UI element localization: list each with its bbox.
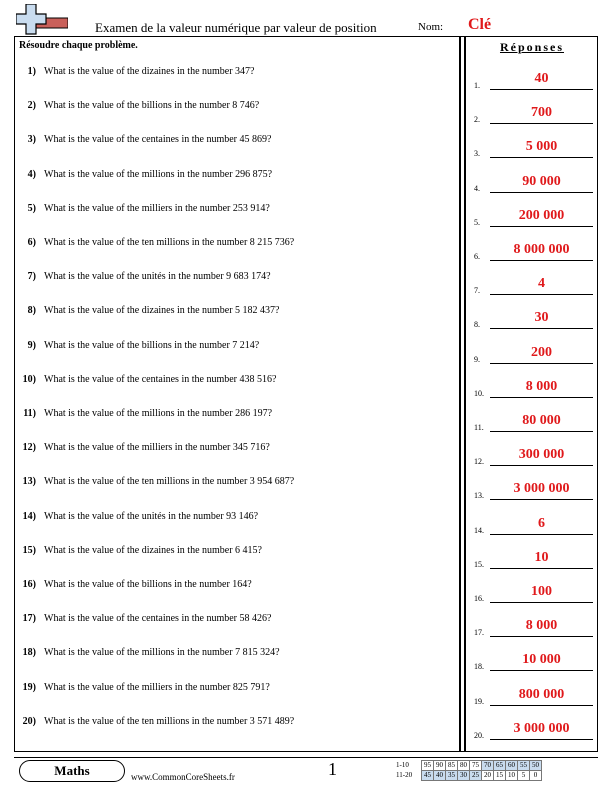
score-row	[396, 770, 541, 780]
question-text: What is the value of the millions in the number 7 815 324?	[44, 647, 280, 659]
answer-value: 3 000 000	[513, 481, 570, 497]
question-number: 3)	[27, 134, 36, 146]
answer-number: 19.	[474, 696, 484, 706]
question-number: 19)	[22, 681, 36, 693]
score-table	[396, 760, 541, 780]
question-item	[20, 511, 258, 525]
question-text: What is the value of the dizaines in the number 6 415?	[44, 544, 262, 556]
answer-number: 15.	[474, 559, 484, 569]
answer-line	[490, 534, 593, 535]
question-item	[20, 716, 294, 730]
question-number: 12)	[22, 442, 36, 454]
answer-line	[490, 363, 593, 364]
answer-line	[490, 226, 593, 227]
answer-line	[490, 294, 593, 295]
question-item	[20, 374, 276, 388]
answer-number: 6.	[474, 252, 480, 261]
answer-line	[490, 397, 593, 398]
question-item	[20, 100, 259, 114]
answer-number: 3.	[474, 149, 480, 159]
answer-line	[490, 499, 593, 500]
instructions: Résoudre chaque problème.	[19, 40, 138, 51]
question-text: What is the value of the milliers in the number 825 791?	[44, 681, 270, 693]
answer-number: 17.	[474, 628, 484, 638]
question-text: What is the value of the ten millions in the number 8 215 736?	[44, 237, 295, 248]
question-text: What is the value of the centaines in the number 58 426?	[44, 613, 272, 625]
question-text: What is the value of the ten millions in the number 3 571 489?	[44, 715, 295, 727]
answer-value: 10 000	[522, 652, 561, 668]
question-number: 6)	[27, 237, 36, 248]
question-item	[20, 442, 270, 456]
site-url: www.CommonCoreSheets.fr	[131, 772, 235, 782]
answer-value: 90 000	[522, 173, 561, 189]
answer-number: 13.	[474, 491, 484, 501]
answer-line	[490, 705, 593, 706]
answer-line	[490, 602, 593, 603]
question-text: What is the value of the milliers in the number 345 716?	[44, 442, 270, 454]
name-label: Nom:	[418, 21, 444, 33]
answer-value: 300 000	[518, 447, 565, 463]
question-text: What is the value of the billions in the number 164?	[44, 579, 252, 590]
answer-number: 20.	[474, 730, 484, 740]
answer-number: 9.	[474, 354, 480, 364]
score-cell: 60	[505, 760, 518, 771]
score-cell: 10	[505, 770, 518, 781]
answer-number: 8.	[474, 320, 480, 330]
question-item	[20, 305, 280, 319]
column-divider	[459, 36, 466, 752]
score-row	[396, 760, 541, 770]
answer-value: 10	[534, 549, 549, 565]
answer-line	[490, 192, 593, 193]
score-cell: 0	[529, 770, 542, 781]
answer-value: 700	[531, 105, 552, 121]
question-item	[20, 66, 255, 80]
score-row-label: 11-20	[396, 771, 413, 779]
answer-value: 4	[538, 276, 545, 292]
answer-value: 80 000	[522, 413, 561, 428]
question-text: What is the value of the ten millions in the number 3 954 687?	[44, 476, 295, 488]
footer-divider	[14, 757, 598, 758]
answer-number: 11.	[474, 423, 484, 432]
question-number: 15)	[22, 544, 36, 556]
score-cell: 90	[433, 760, 446, 771]
question-item	[20, 169, 272, 183]
question-item	[20, 613, 271, 627]
answer-number: 7.	[474, 286, 480, 296]
score-cell: 25	[469, 770, 482, 781]
name-value: Clé	[468, 16, 492, 33]
question-item	[20, 476, 294, 490]
question-number: 2)	[27, 100, 36, 112]
answer-value: 200	[531, 344, 552, 360]
score-cell: 5	[517, 770, 530, 781]
score-cell: 30	[457, 770, 470, 781]
answer-line	[490, 123, 593, 124]
question-number: 18)	[22, 647, 36, 659]
question-item	[20, 682, 270, 696]
answer-value: 8 000	[525, 618, 558, 634]
score-cell: 35	[445, 770, 458, 781]
answer-number: 10.	[474, 388, 484, 398]
question-number: 9)	[27, 339, 36, 351]
answer-value: 8 000	[525, 378, 558, 394]
page-title: Examen de la valeur numérique par valeur de position	[95, 20, 377, 35]
answer-value: 800 000	[518, 686, 565, 702]
answer-line	[490, 568, 593, 569]
score-cell: 65	[493, 760, 506, 771]
answer-line	[490, 157, 593, 158]
question-text: What is the value of the millions in the number 296 875?	[44, 168, 273, 180]
question-number: 8)	[27, 305, 36, 317]
question-number: 4)	[27, 168, 36, 180]
score-cell: 20	[481, 770, 494, 781]
question-number: 14)	[22, 510, 36, 522]
answer-value: 6	[538, 515, 545, 531]
question-number: 11)	[23, 408, 36, 419]
score-cell: 85	[445, 760, 458, 771]
answer-number: 14.	[474, 525, 484, 535]
question-item	[20, 271, 271, 285]
answer-value: 40	[534, 71, 549, 86]
answer-value: 8 000 000	[513, 242, 570, 257]
question-item	[20, 545, 262, 559]
score-cell: 95	[421, 760, 434, 771]
question-item	[20, 134, 271, 148]
question-item	[20, 237, 294, 251]
question-text: What is the value of the centaines in the number 45 869?	[44, 134, 272, 146]
answer-line	[490, 431, 593, 432]
question-number: 16)	[22, 579, 36, 590]
question-item	[20, 203, 270, 217]
score-cell: 75	[469, 760, 482, 771]
question-item	[20, 340, 259, 354]
score-cell: 50	[529, 760, 542, 771]
question-text: What is the value of the dizaines in the number 347?	[44, 66, 255, 77]
answer-value: 30	[534, 310, 549, 326]
question-item	[20, 408, 272, 422]
answer-value: 200 000	[518, 207, 565, 223]
question-number: 17)	[22, 613, 36, 625]
answer-line	[490, 670, 593, 671]
question-number: 5)	[27, 202, 36, 214]
answer-number: 2.	[474, 115, 480, 125]
answer-value: 5 000	[525, 139, 558, 155]
answers-title: Réponses	[499, 40, 564, 54]
question-text: What is the value of the billions in the number 7 214?	[44, 339, 260, 351]
subject-badge: Maths	[19, 760, 125, 782]
question-number: 13)	[22, 476, 36, 488]
answer-number: 5.	[474, 217, 480, 227]
question-text: What is the value of the centaines in the number 438 516?	[44, 373, 277, 385]
answer-line	[490, 636, 593, 637]
answer-line	[490, 89, 593, 90]
score-cell: 70	[481, 760, 494, 771]
question-text: What is the value of the dizaines in the number 5 182 437?	[44, 305, 280, 317]
question-text: What is the value of the milliers in the number 253 914?	[44, 202, 270, 214]
score-cell: 40	[433, 770, 446, 781]
answer-line	[490, 739, 593, 740]
question-text: What is the value of the unités in the number 9 683 174?	[44, 271, 271, 283]
answer-value: 100	[531, 584, 552, 599]
answer-number: 4.	[474, 183, 480, 193]
question-text: What is the value of the millions in the number 286 197?	[44, 408, 273, 419]
answer-number: 18.	[474, 662, 484, 672]
score-cell: 55	[517, 760, 530, 771]
score-cell: 15	[493, 770, 506, 781]
answer-line	[490, 260, 593, 261]
score-cell: 80	[457, 760, 470, 771]
answer-number: 12.	[474, 457, 484, 467]
answer-number: 1.	[474, 81, 480, 90]
answer-number: 16.	[474, 594, 484, 603]
question-text: What is the value of the billions in the number 8 746?	[44, 100, 260, 112]
question-item	[20, 579, 252, 593]
question-number: 7)	[27, 271, 36, 283]
score-cell: 45	[421, 770, 434, 781]
question-number: 1)	[27, 66, 36, 77]
question-item	[20, 647, 280, 661]
question-number: 10)	[22, 373, 36, 385]
score-row-label: 1-10	[396, 761, 409, 769]
question-text: What is the value of the unités in the number 93 146?	[44, 510, 259, 522]
question-number: 20)	[22, 715, 36, 727]
plus-logo-icon	[16, 4, 68, 38]
answer-value: 3 000 000	[513, 720, 570, 736]
page-number: 1	[328, 759, 337, 779]
answer-line	[490, 465, 593, 466]
answer-line	[490, 328, 593, 329]
